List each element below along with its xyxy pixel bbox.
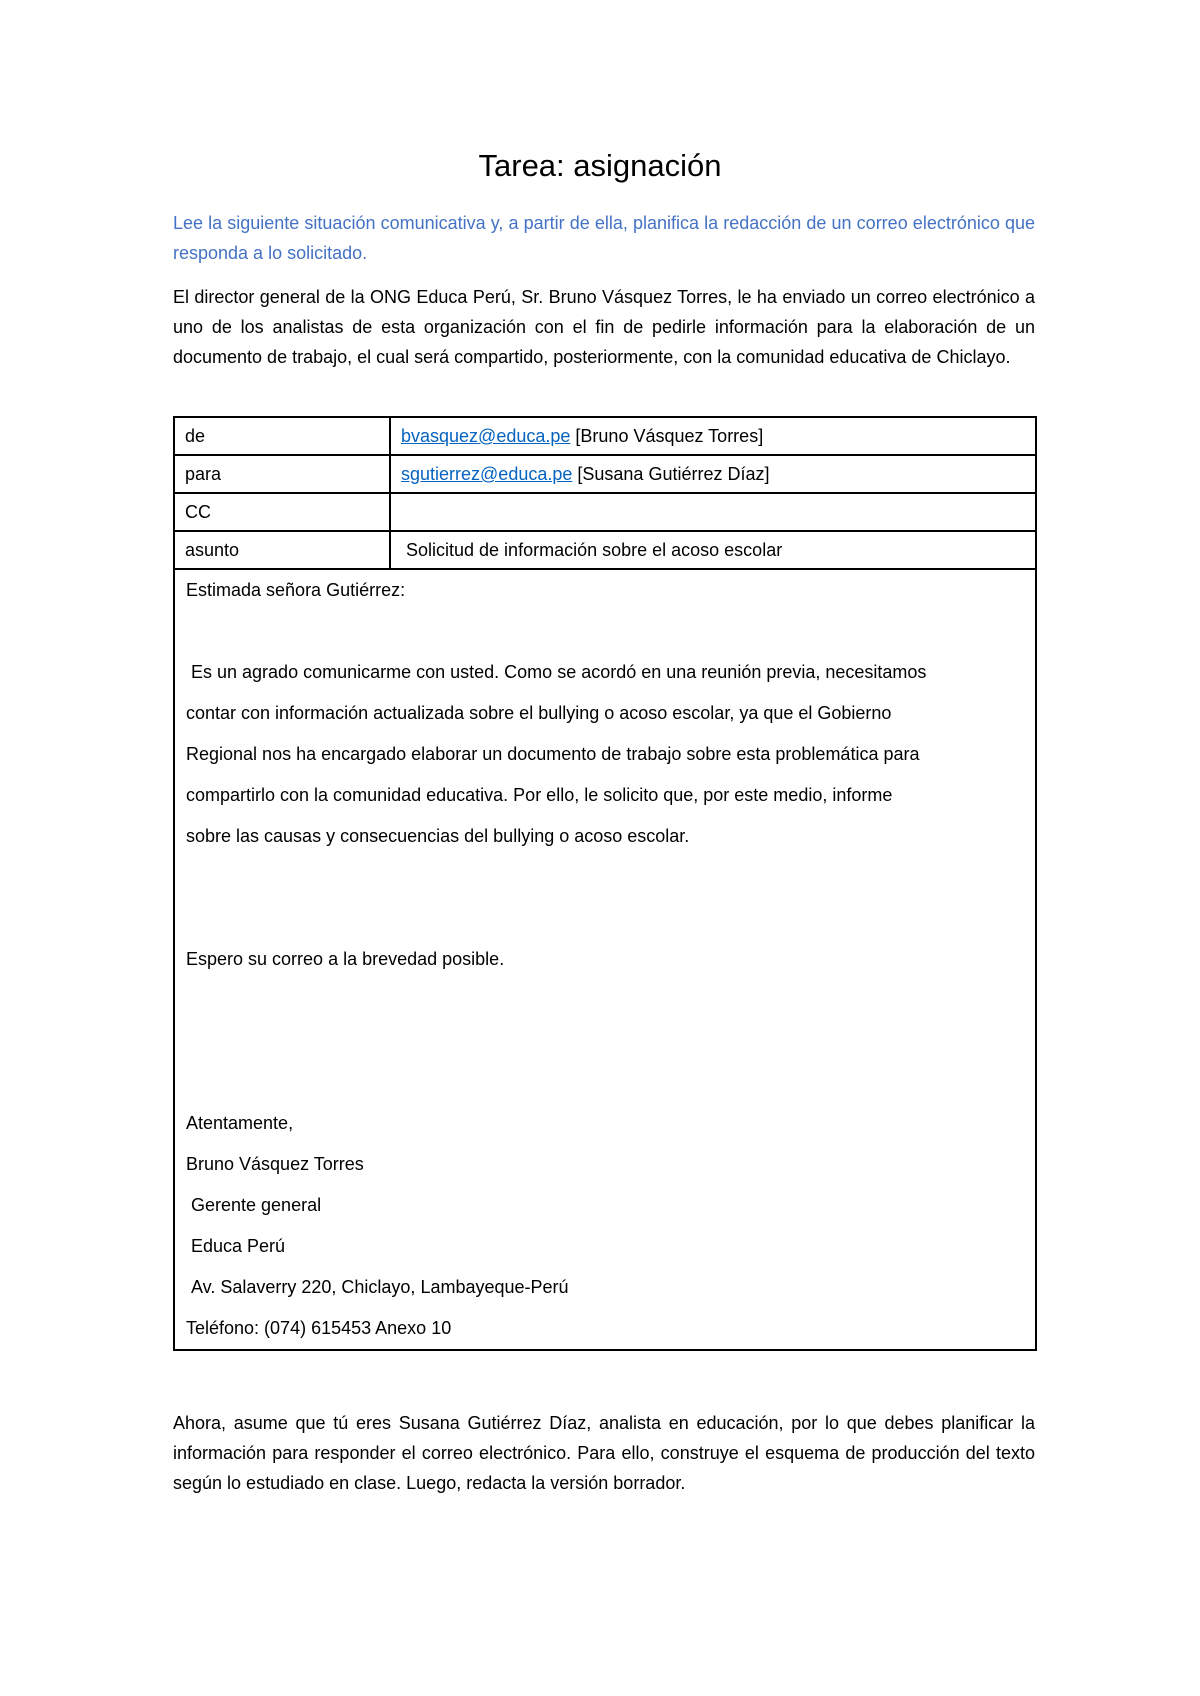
to-email-link[interactable]: sgutierrez@educa.pe	[401, 464, 573, 484]
email-body-line: Regional nos ha encargado elaborar un documento de trabajo sobre esta problemática para	[186, 744, 920, 764]
spacer	[186, 898, 1024, 939]
spacer	[186, 1021, 1024, 1062]
page-title: Tarea: asignación	[478, 148, 722, 183]
email-subject-row	[174, 531, 1036, 569]
spacer	[186, 857, 1024, 898]
to-value	[390, 455, 1036, 493]
email-cc-row	[174, 493, 1036, 531]
email-table	[173, 416, 1037, 1351]
spacer	[186, 980, 1024, 1021]
from-label: de	[174, 417, 390, 455]
context-paragraph: El director general de la ONG Educa Perú, Sr. Bruno Vásquez Torres, le ha enviado un correo electrónico a uno de los analistas de esta organización con el fin de pedirle información para la elaboración de un documento de trabajo, el cual será compartido, posteriormente, con la comunidad educativa de Chiclayo.	[173, 287, 1035, 367]
email-closing-request: Espero su correo a la brevedad posible.	[186, 949, 505, 969]
email-from-row	[174, 417, 1036, 455]
cc-label: CC	[174, 493, 390, 531]
final-instruction-paragraph: Ahora, asume que tú eres Susana Gutiérrez Díaz, analista en educación, por lo que debes planificar la información para responder el correo electrónico. Para ello, construye el esquema de producción del texto según lo estudiado en clase. Luego, redacta la versión borrador.	[173, 1413, 1035, 1493]
signature-name: Bruno Vásquez Torres	[186, 1154, 364, 1174]
email-to-row	[174, 455, 1036, 493]
email-body-line: Es un agrado comunicarme con usted. Como se acordó en una reunión previa, necesitamos	[191, 662, 927, 682]
signature-phone: Teléfono: (074) 615453 Anexo 10	[186, 1318, 452, 1338]
email-greeting: Estimada señora Gutiérrez:	[186, 580, 406, 600]
spacer	[186, 611, 1024, 652]
from-name: [Bruno Vásquez Torres]	[575, 426, 764, 446]
signature-address: Av. Salaverry 220, Chiclayo, Lambayeque-Perú	[191, 1277, 569, 1297]
signature-role: Gerente general	[191, 1195, 322, 1215]
spacer	[186, 1062, 1024, 1103]
subject-text: Solicitud de información sobre el acoso escolar	[406, 540, 783, 560]
cc-value	[390, 493, 1036, 531]
email-signoff: Atentamente,	[186, 1113, 294, 1133]
from-value	[390, 417, 1036, 455]
instruction-paragraph: Lee la siguiente situación comunicativa y, a partir de ella, planifica la redacción de un correo electrónico que responda a lo solicitado.	[173, 213, 1035, 263]
to-label: para	[174, 455, 390, 493]
subject-value	[390, 531, 1036, 569]
email-body-line: compartirlo con la comunidad educativa. Por ello, le solicito que, por este medio, informe	[186, 785, 893, 805]
email-body-line: sobre las causas y consecuencias del bullying o acoso escolar.	[186, 826, 690, 846]
email-body-line: contar con información actualizada sobre el bullying o acoso escolar, ya que el Gobierno	[186, 703, 892, 723]
to-name: [Susana Gutiérrez Díaz]	[577, 464, 770, 484]
subject-label: asunto	[174, 531, 390, 569]
from-email-link[interactable]: bvasquez@educa.pe	[401, 426, 571, 446]
email-body	[174, 569, 1036, 1350]
email-body-row	[174, 569, 1036, 1350]
signature-org: Educa Perú	[191, 1236, 286, 1256]
